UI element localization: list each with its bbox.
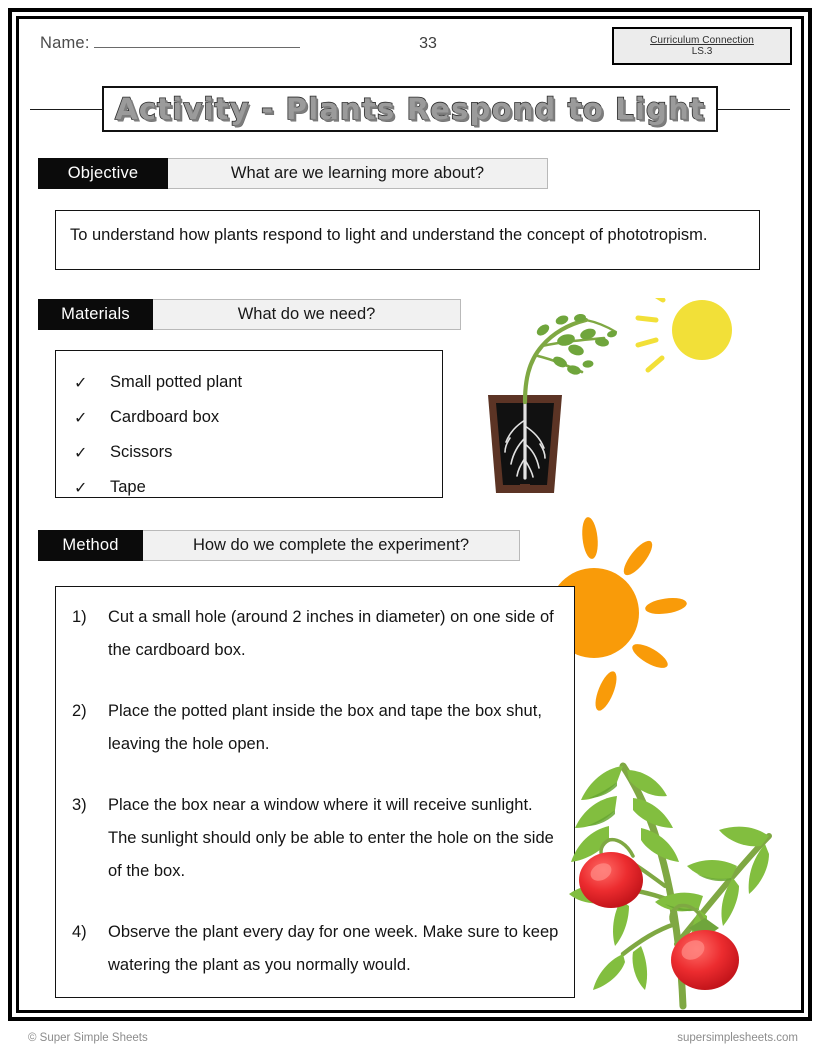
materials-prompt: What do we need? (153, 299, 461, 330)
step-text: Observe the plant every day for one week. Make sure to keep watering the plant as you normally would. (108, 923, 559, 974)
check-icon: ✓ (74, 374, 88, 392)
step-number: 1) (72, 608, 87, 626)
step-text: Cut a small hole (around 2 inches in diameter) on one side of the cardboard box. (108, 608, 554, 659)
list-item[interactable] (74, 400, 432, 435)
name-field-group (40, 34, 300, 53)
objective-body-text: To understand how plants respond to light and understand the concept of phototropism. (70, 226, 708, 244)
materials-section-header (38, 299, 461, 330)
method-prompt: How do we complete the experiment? (143, 530, 520, 561)
name-input-line[interactable] (94, 34, 300, 48)
step-number: 3) (72, 796, 87, 814)
title-rule-right (714, 109, 790, 110)
step-number: 4) (72, 923, 87, 941)
page-number: 33 (419, 35, 437, 52)
list-item[interactable] (72, 916, 562, 982)
list-item[interactable] (74, 435, 432, 470)
list-item[interactable] (74, 470, 432, 505)
worksheet-title-banner (30, 86, 790, 134)
check-icon: ✓ (74, 479, 88, 497)
page-title: Activity - Plants Respond to Light (115, 92, 705, 126)
step-number: 2) (72, 702, 87, 720)
page-footer (28, 1032, 798, 1044)
step-text: Place the potted plant inside the box and tape the box shut, leaving the hole open. (108, 702, 542, 753)
material-label: Scissors (110, 443, 173, 461)
website-url: supersimplesheets.com (677, 1032, 798, 1044)
material-label: Cardboard box (110, 408, 220, 426)
check-icon: ✓ (74, 444, 88, 462)
materials-list (74, 365, 432, 505)
objective-answer-box[interactable] (55, 210, 760, 270)
objective-tab-label: Objective (38, 158, 168, 189)
method-tab-label: Method (38, 530, 143, 561)
list-item[interactable] (72, 601, 562, 667)
list-item[interactable] (74, 365, 432, 400)
plant-stem-and-leaves (525, 313, 618, 402)
curriculum-connection-label: Curriculum Connection (650, 34, 754, 46)
page-header (28, 28, 792, 70)
method-steps-box[interactable] (55, 586, 575, 998)
title-box (102, 86, 718, 132)
copyright-text: © Super Simple Sheets (28, 1032, 148, 1044)
title-rule-left (30, 109, 106, 110)
curriculum-code: LS.3 (691, 46, 713, 57)
method-section-header (38, 530, 520, 561)
step-text: Place the box near a window where it will receive sunlight. The sunlight should only be able to enter the hole on the side of the box. (108, 796, 554, 880)
material-label: Tape (110, 478, 146, 496)
list-item[interactable] (72, 695, 562, 761)
tomato-plant-illustration (565, 748, 800, 1015)
curriculum-connection-badge (612, 27, 792, 65)
name-label: Name: (40, 34, 90, 52)
yellow-sun-icon (638, 298, 732, 370)
materials-tab-label: Materials (38, 299, 153, 330)
objective-section-header (38, 158, 548, 189)
material-label: Small potted plant (110, 373, 243, 391)
check-icon: ✓ (74, 409, 88, 427)
tomato-fruit (671, 906, 739, 990)
potted-plant-illustration (470, 298, 770, 518)
objective-prompt: What are we learning more about? (168, 158, 548, 189)
materials-list-box[interactable] (55, 350, 443, 498)
method-steps-list (72, 601, 562, 1010)
list-item[interactable] (72, 789, 562, 888)
